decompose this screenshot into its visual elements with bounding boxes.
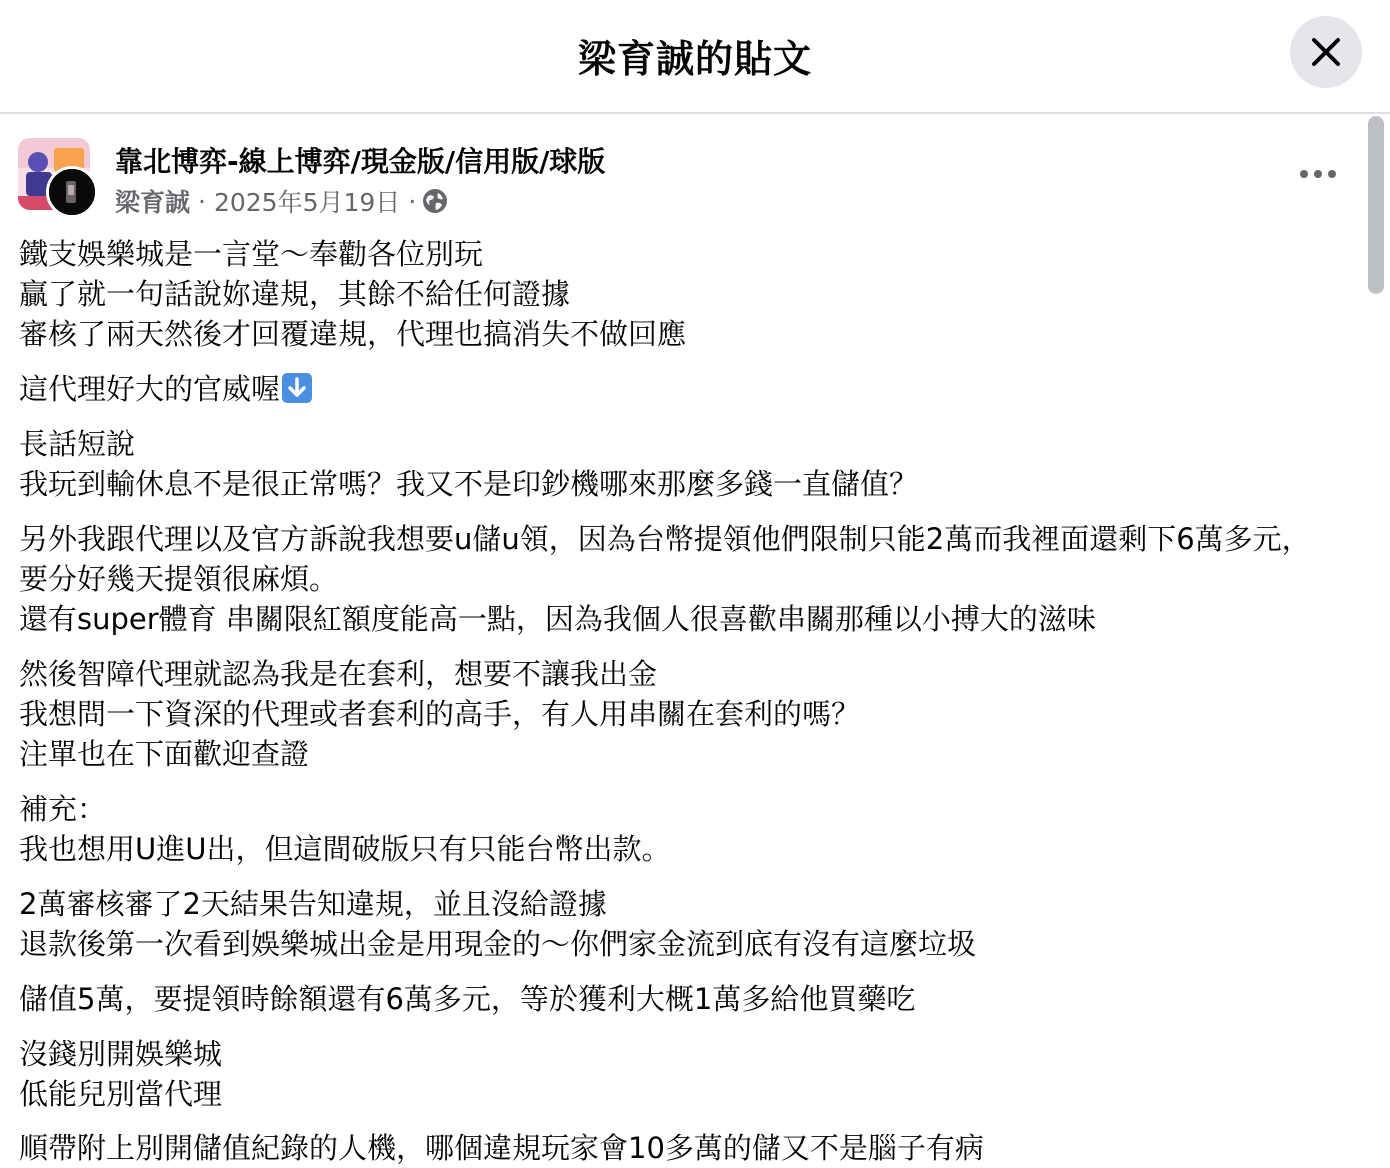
scrollbar-thumb[interactable] [1368,116,1384,294]
post-line: 鐵支娛樂城是一言堂～奉勸各位別玩 [19,237,484,271]
post-line-partial: 順帶附上別開儲值紀錄的人機，哪個違規玩家會10多萬的儲又不是腦子有病 [19,1131,984,1165]
post-paragraph [19,369,1359,409]
post-paragraph [19,884,1359,964]
globe-icon [422,188,448,214]
post-line: 低能兒別當代理 [19,1077,223,1111]
post-line: 然後智障代理就認為我是在套利，想要不讓我出金 [19,657,658,691]
post-meta [115,183,448,219]
post-line: 補充： [19,792,107,826]
post-line: 要分好幾天提領很麻煩。 [19,562,339,596]
down-arrow-emoji-icon [282,373,312,403]
post-paragraph [19,654,1359,774]
author-name-link[interactable]: 梁育誠 [115,188,191,217]
post-line [19,369,1359,409]
post-line: 注單也在下面歡迎查證 [19,737,310,771]
post-line: 我也想用U進U出，但這間破版只有只能台幣出款。 [19,832,671,866]
post-line: 長話短說 [19,427,136,461]
post-line: 退款後第一次看到娛樂城出金是用現金的～你們家金流到底有沒有這麼垃圾 [19,927,977,961]
author-avatar[interactable] [46,166,98,218]
close-button[interactable] [1290,16,1362,88]
meta-separator: · [198,186,206,216]
post-date-link[interactable]: 2025年5月19日 [213,188,401,217]
post-line: 2萬審核審了2天結果告知違規，並且沒給證據 [19,887,607,921]
post-line: 沒錢別開娛樂城 [19,1037,223,1071]
group-name-link[interactable]: 靠北博弈-線上博弈/現金版/信用版/球版 [115,145,606,178]
post-paragraph [19,519,1359,639]
post-line: 我玩到輸休息不是很正常嗎？我又不是印鈔機哪來那麼多錢一直儲值？ [19,467,919,501]
post-line: 我想問一下資深的代理或者套利的高手，有人用串關在套利的嗎？ [19,697,861,731]
more-dot [1314,170,1322,178]
post-line: 審核了兩天然後才回覆違規，代理也搞消失不做回應 [19,317,687,351]
post-body [19,234,1359,1129]
post-line: 儲值5萬，要提領時餘額還有6萬多元，等於獲利大概1萬多給他買藥吃 [19,982,916,1016]
post-paragraph [19,1034,1359,1114]
post-paragraph [19,789,1359,869]
modal-title: 梁育誠的貼文 [577,37,812,81]
post-line: 還有super體育 串關限紅額度能高一點，因為我個人很喜歡串關那種以小搏大的滋味 [19,602,1096,636]
post-line: 贏了就一句話說妳違規，其餘不給任何證據 [19,277,571,311]
post-paragraph [19,424,1359,504]
post-paragraph [19,234,1359,354]
post-line-text: 這代理好大的官威喔 [19,372,281,406]
meta-separator: · [408,186,417,216]
modal-header [0,0,1390,114]
close-icon [1311,37,1341,67]
more-options-button[interactable] [1294,158,1342,190]
more-dot [1328,170,1336,178]
post-paragraph [19,979,1359,1019]
post-line: 另外我跟代理以及官方訴說我想要u儲u領，因為台幣提領他們限制只能2萬而我裡面還剩下6萬多元， [19,522,1311,556]
more-horizontal-icon [1300,170,1308,178]
